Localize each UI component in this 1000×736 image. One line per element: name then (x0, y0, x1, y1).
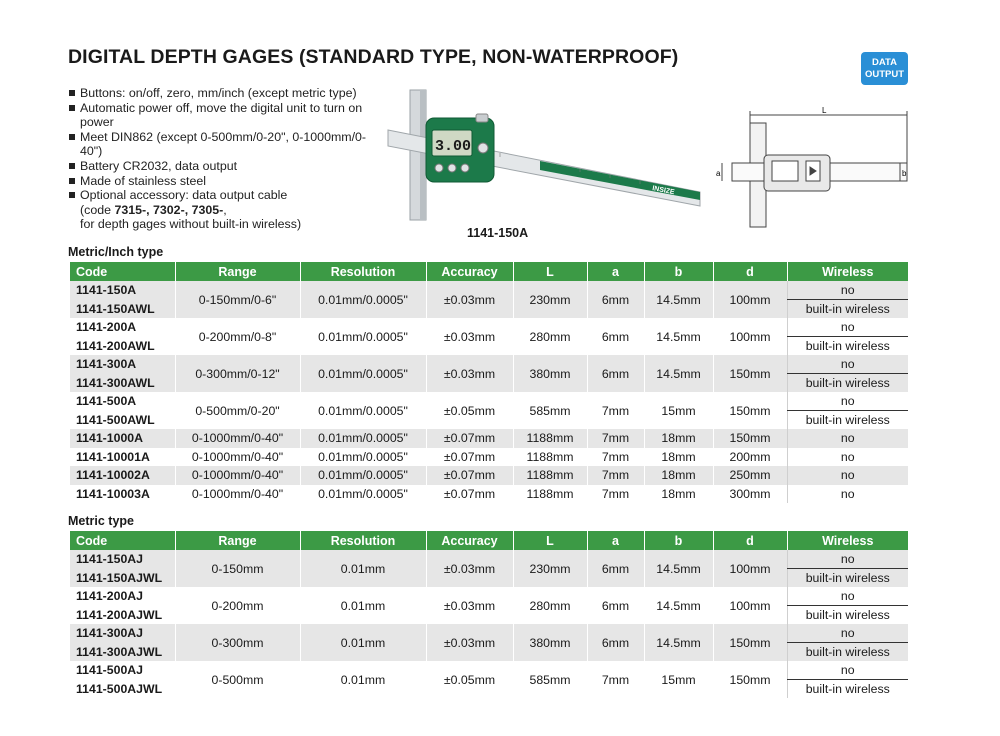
dim-label-L: L (822, 106, 827, 115)
cell-a: 7mm (587, 466, 644, 485)
cell-range: 0-150mm/0-6" (175, 281, 300, 318)
cell-wireless: built-in wireless (787, 300, 908, 319)
header-b: b (644, 262, 713, 281)
cell-a: 6mm (587, 355, 644, 392)
feature-item-accessory (68, 188, 388, 232)
cell-wireless: no (787, 392, 908, 411)
header-a: a (587, 262, 644, 281)
cell-accuracy: ±0.03mm (426, 355, 513, 392)
cell-accuracy: ±0.03mm (426, 624, 513, 661)
header-wireless: Wireless (787, 531, 908, 550)
table-row (70, 661, 908, 680)
cell-d: 300mm (713, 485, 787, 504)
cell-a: 6mm (587, 550, 644, 587)
cell-resolution: 0.01mm (300, 624, 426, 661)
cell-d: 150mm (713, 624, 787, 661)
cell-L: 280mm (513, 318, 587, 355)
cell-L: 380mm (513, 624, 587, 661)
cell-L: 230mm (513, 550, 587, 587)
cell-b: 15mm (644, 661, 713, 698)
table-row (70, 318, 908, 337)
badge-line-2: OUTPUT (864, 68, 905, 80)
cell-wireless: built-in wireless (787, 411, 908, 430)
cell-b: 15mm (644, 392, 713, 429)
cell-code: 1141-150A (70, 281, 175, 300)
cell-accuracy: ±0.03mm (426, 587, 513, 624)
cell-d: 100mm (713, 281, 787, 318)
cell-b: 14.5mm (644, 281, 713, 318)
cell-resolution: 0.01mm/0.0005" (300, 281, 426, 318)
header-resolution: Resolution (300, 531, 426, 550)
cell-d: 150mm (713, 392, 787, 429)
cell-d: 100mm (713, 550, 787, 587)
header-accuracy: Accuracy (426, 262, 513, 281)
feature-item: Buttons: on/off, zero, mm/inch (except metric type) (68, 86, 388, 101)
table-row (70, 550, 908, 569)
cell-range: 0-1000mm/0-40" (175, 466, 300, 485)
page-title: DIGITAL DEPTH GAGES (STANDARD TYPE, NON-WATERPROOF) (68, 46, 679, 68)
cell-d: 150mm (713, 429, 787, 448)
metric-spec-table (70, 531, 908, 698)
cell-d: 150mm (713, 661, 787, 698)
cell-L: 1188mm (513, 485, 587, 504)
cell-range: 0-300mm (175, 624, 300, 661)
feature-item: Meet DIN862 (except 0-500mm/0-20", 0-1000mm/0-40") (68, 130, 388, 159)
cell-code: 1141-10002A (70, 466, 175, 485)
table-row (70, 281, 908, 300)
header-row (70, 531, 908, 550)
cell-wireless: no (787, 281, 908, 300)
accessory-suffix: , (223, 202, 227, 217)
cell-wireless: built-in wireless (787, 374, 908, 393)
cell-accuracy: ±0.07mm (426, 429, 513, 448)
table-row (70, 392, 908, 411)
header-b: b (644, 531, 713, 550)
cell-code: 1141-1000A (70, 429, 175, 448)
cell-accuracy: ±0.03mm (426, 318, 513, 355)
header-d: d (713, 531, 787, 550)
cell-wireless: no (787, 550, 908, 569)
cell-resolution: 0.01mm (300, 661, 426, 698)
cell-code: 1141-150AJWL (70, 569, 175, 588)
cell-code: 1141-500AJ (70, 661, 175, 680)
metric-inch-spec-table (70, 262, 908, 503)
cell-d: 100mm (713, 318, 787, 355)
cell-resolution: 0.01mm/0.0005" (300, 448, 426, 467)
cell-code: 1141-200A (70, 318, 175, 337)
cell-wireless: built-in wireless (787, 569, 908, 588)
table-row (70, 429, 908, 448)
cell-resolution: 0.01mm/0.0005" (300, 429, 426, 448)
cell-code: 1141-150AJ (70, 550, 175, 569)
cell-a: 7mm (587, 392, 644, 429)
feature-item: Made of stainless steel (68, 174, 388, 189)
cell-wireless: no (787, 355, 908, 374)
cell-range: 0-1000mm/0-40" (175, 448, 300, 467)
feature-item: Automatic power off, move the digital unit to turn on power (68, 101, 388, 130)
cell-range: 0-200mm/0-8" (175, 318, 300, 355)
cell-wireless: no (787, 448, 908, 467)
header-d: d (713, 262, 787, 281)
cell-code: 1141-300AWL (70, 374, 175, 393)
dim-label-a: a (716, 169, 721, 178)
cell-b: 18mm (644, 448, 713, 467)
cell-resolution: 0.01mm/0.0005" (300, 355, 426, 392)
cell-b: 14.5mm (644, 355, 713, 392)
cell-accuracy: ±0.07mm (426, 448, 513, 467)
header-L: L (513, 531, 587, 550)
display-value: 3.00 (435, 138, 472, 155)
cell-range: 0-300mm/0-12" (175, 355, 300, 392)
accessory-line-3: for depth gages without built-in wireless) (80, 217, 302, 232)
cell-code: 1141-500AJWL (70, 680, 175, 699)
cell-wireless: no (787, 429, 908, 448)
cell-wireless: no (787, 587, 908, 606)
cell-a: 7mm (587, 448, 644, 467)
cell-a: 6mm (587, 624, 644, 661)
cell-resolution: 0.01mm/0.0005" (300, 466, 426, 485)
cell-code: 1141-150AWL (70, 300, 175, 319)
data-output-badge (861, 52, 908, 85)
feature-list (68, 86, 388, 232)
cell-a: 7mm (587, 485, 644, 504)
depth-gage-photo (380, 88, 710, 228)
cell-accuracy: ±0.03mm (426, 281, 513, 318)
cell-wireless: no (787, 624, 908, 643)
cell-b: 14.5mm (644, 318, 713, 355)
accessory-codes: 7315-, 7302-, 7305- (114, 202, 224, 217)
cell-code: 1141-10003A (70, 485, 175, 504)
cell-range: 0-500mm (175, 661, 300, 698)
table-row (70, 355, 908, 374)
cell-b: 18mm (644, 429, 713, 448)
cell-d: 250mm (713, 466, 787, 485)
cell-resolution: 0.01mm (300, 550, 426, 587)
cell-b: 14.5mm (644, 624, 713, 661)
cell-L: 380mm (513, 355, 587, 392)
cell-range: 0-1000mm/0-40" (175, 485, 300, 504)
table-row (70, 624, 908, 643)
header-accuracy: Accuracy (426, 531, 513, 550)
cell-resolution: 0.01mm/0.0005" (300, 318, 426, 355)
cell-wireless: built-in wireless (787, 643, 908, 662)
dimension-drawing (712, 105, 922, 230)
cell-code: 1141-300AJ (70, 624, 175, 643)
cell-accuracy: ±0.07mm (426, 485, 513, 504)
cell-accuracy: ±0.05mm (426, 661, 513, 698)
cell-b: 18mm (644, 466, 713, 485)
header-range: Range (175, 531, 300, 550)
cell-L: 280mm (513, 587, 587, 624)
accessory-line-1: Optional accessory: data output cable (80, 188, 288, 203)
cell-b: 14.5mm (644, 587, 713, 624)
cell-b: 18mm (644, 485, 713, 504)
cell-wireless: built-in wireless (787, 606, 908, 625)
brand-text: INSIZE (651, 185, 676, 197)
cell-range: 0-500mm/0-20" (175, 392, 300, 429)
table-row (70, 448, 908, 467)
header-a: a (587, 531, 644, 550)
cell-wireless: no (787, 485, 908, 504)
cell-code: 1141-300A (70, 355, 175, 374)
cell-L: 1188mm (513, 429, 587, 448)
cell-code: 1141-500AWL (70, 411, 175, 430)
photo-caption: 1141-150A (467, 226, 529, 240)
cell-L: 585mm (513, 661, 587, 698)
table-row (70, 485, 908, 504)
feature-item: Battery CR2032, data output (68, 159, 388, 174)
cell-a: 7mm (587, 661, 644, 698)
cell-resolution: 0.01mm (300, 587, 426, 624)
cell-code: 1141-500A (70, 392, 175, 411)
cell-L: 585mm (513, 392, 587, 429)
cell-a: 6mm (587, 587, 644, 624)
cell-code: 1141-200AJWL (70, 606, 175, 625)
cell-a: 6mm (587, 318, 644, 355)
cell-resolution: 0.01mm/0.0005" (300, 485, 426, 504)
cell-d: 100mm (713, 587, 787, 624)
cell-range: 0-150mm (175, 550, 300, 587)
cell-L: 1188mm (513, 466, 587, 485)
cell-code: 1141-10001A (70, 448, 175, 467)
cell-wireless: no (787, 466, 908, 485)
cell-accuracy: ±0.05mm (426, 392, 513, 429)
cell-accuracy: ±0.03mm (426, 550, 513, 587)
cell-wireless: no (787, 318, 908, 337)
cell-b: 14.5mm (644, 550, 713, 587)
cell-accuracy: ±0.07mm (426, 466, 513, 485)
cell-L: 1188mm (513, 448, 587, 467)
header-L: L (513, 262, 587, 281)
header-wireless: Wireless (787, 262, 908, 281)
header-resolution: Resolution (300, 262, 426, 281)
table-row (70, 466, 908, 485)
dim-label-b: b (902, 169, 907, 178)
cell-code: 1141-300AJWL (70, 643, 175, 662)
header-code: Code (70, 531, 175, 550)
cell-d: 150mm (713, 355, 787, 392)
cell-wireless: no (787, 661, 908, 680)
cell-range: 0-200mm (175, 587, 300, 624)
cell-wireless: built-in wireless (787, 680, 908, 699)
cell-code: 1141-200AJ (70, 587, 175, 606)
cell-a: 7mm (587, 429, 644, 448)
table-row (70, 587, 908, 606)
header-row (70, 262, 908, 281)
header-range: Range (175, 262, 300, 281)
cell-resolution: 0.01mm/0.0005" (300, 392, 426, 429)
header-code: Code (70, 262, 175, 281)
cell-code: 1141-200AWL (70, 337, 175, 356)
cell-d: 200mm (713, 448, 787, 467)
cell-a: 6mm (587, 281, 644, 318)
metric-section-title: Metric type (68, 514, 134, 528)
cell-range: 0-1000mm/0-40" (175, 429, 300, 448)
accessory-prefix: (code (80, 202, 115, 217)
cell-L: 230mm (513, 281, 587, 318)
badge-line-1: DATA (872, 56, 897, 68)
metric-inch-section-title: Metric/Inch type (68, 245, 164, 259)
cell-wireless: built-in wireless (787, 337, 908, 356)
